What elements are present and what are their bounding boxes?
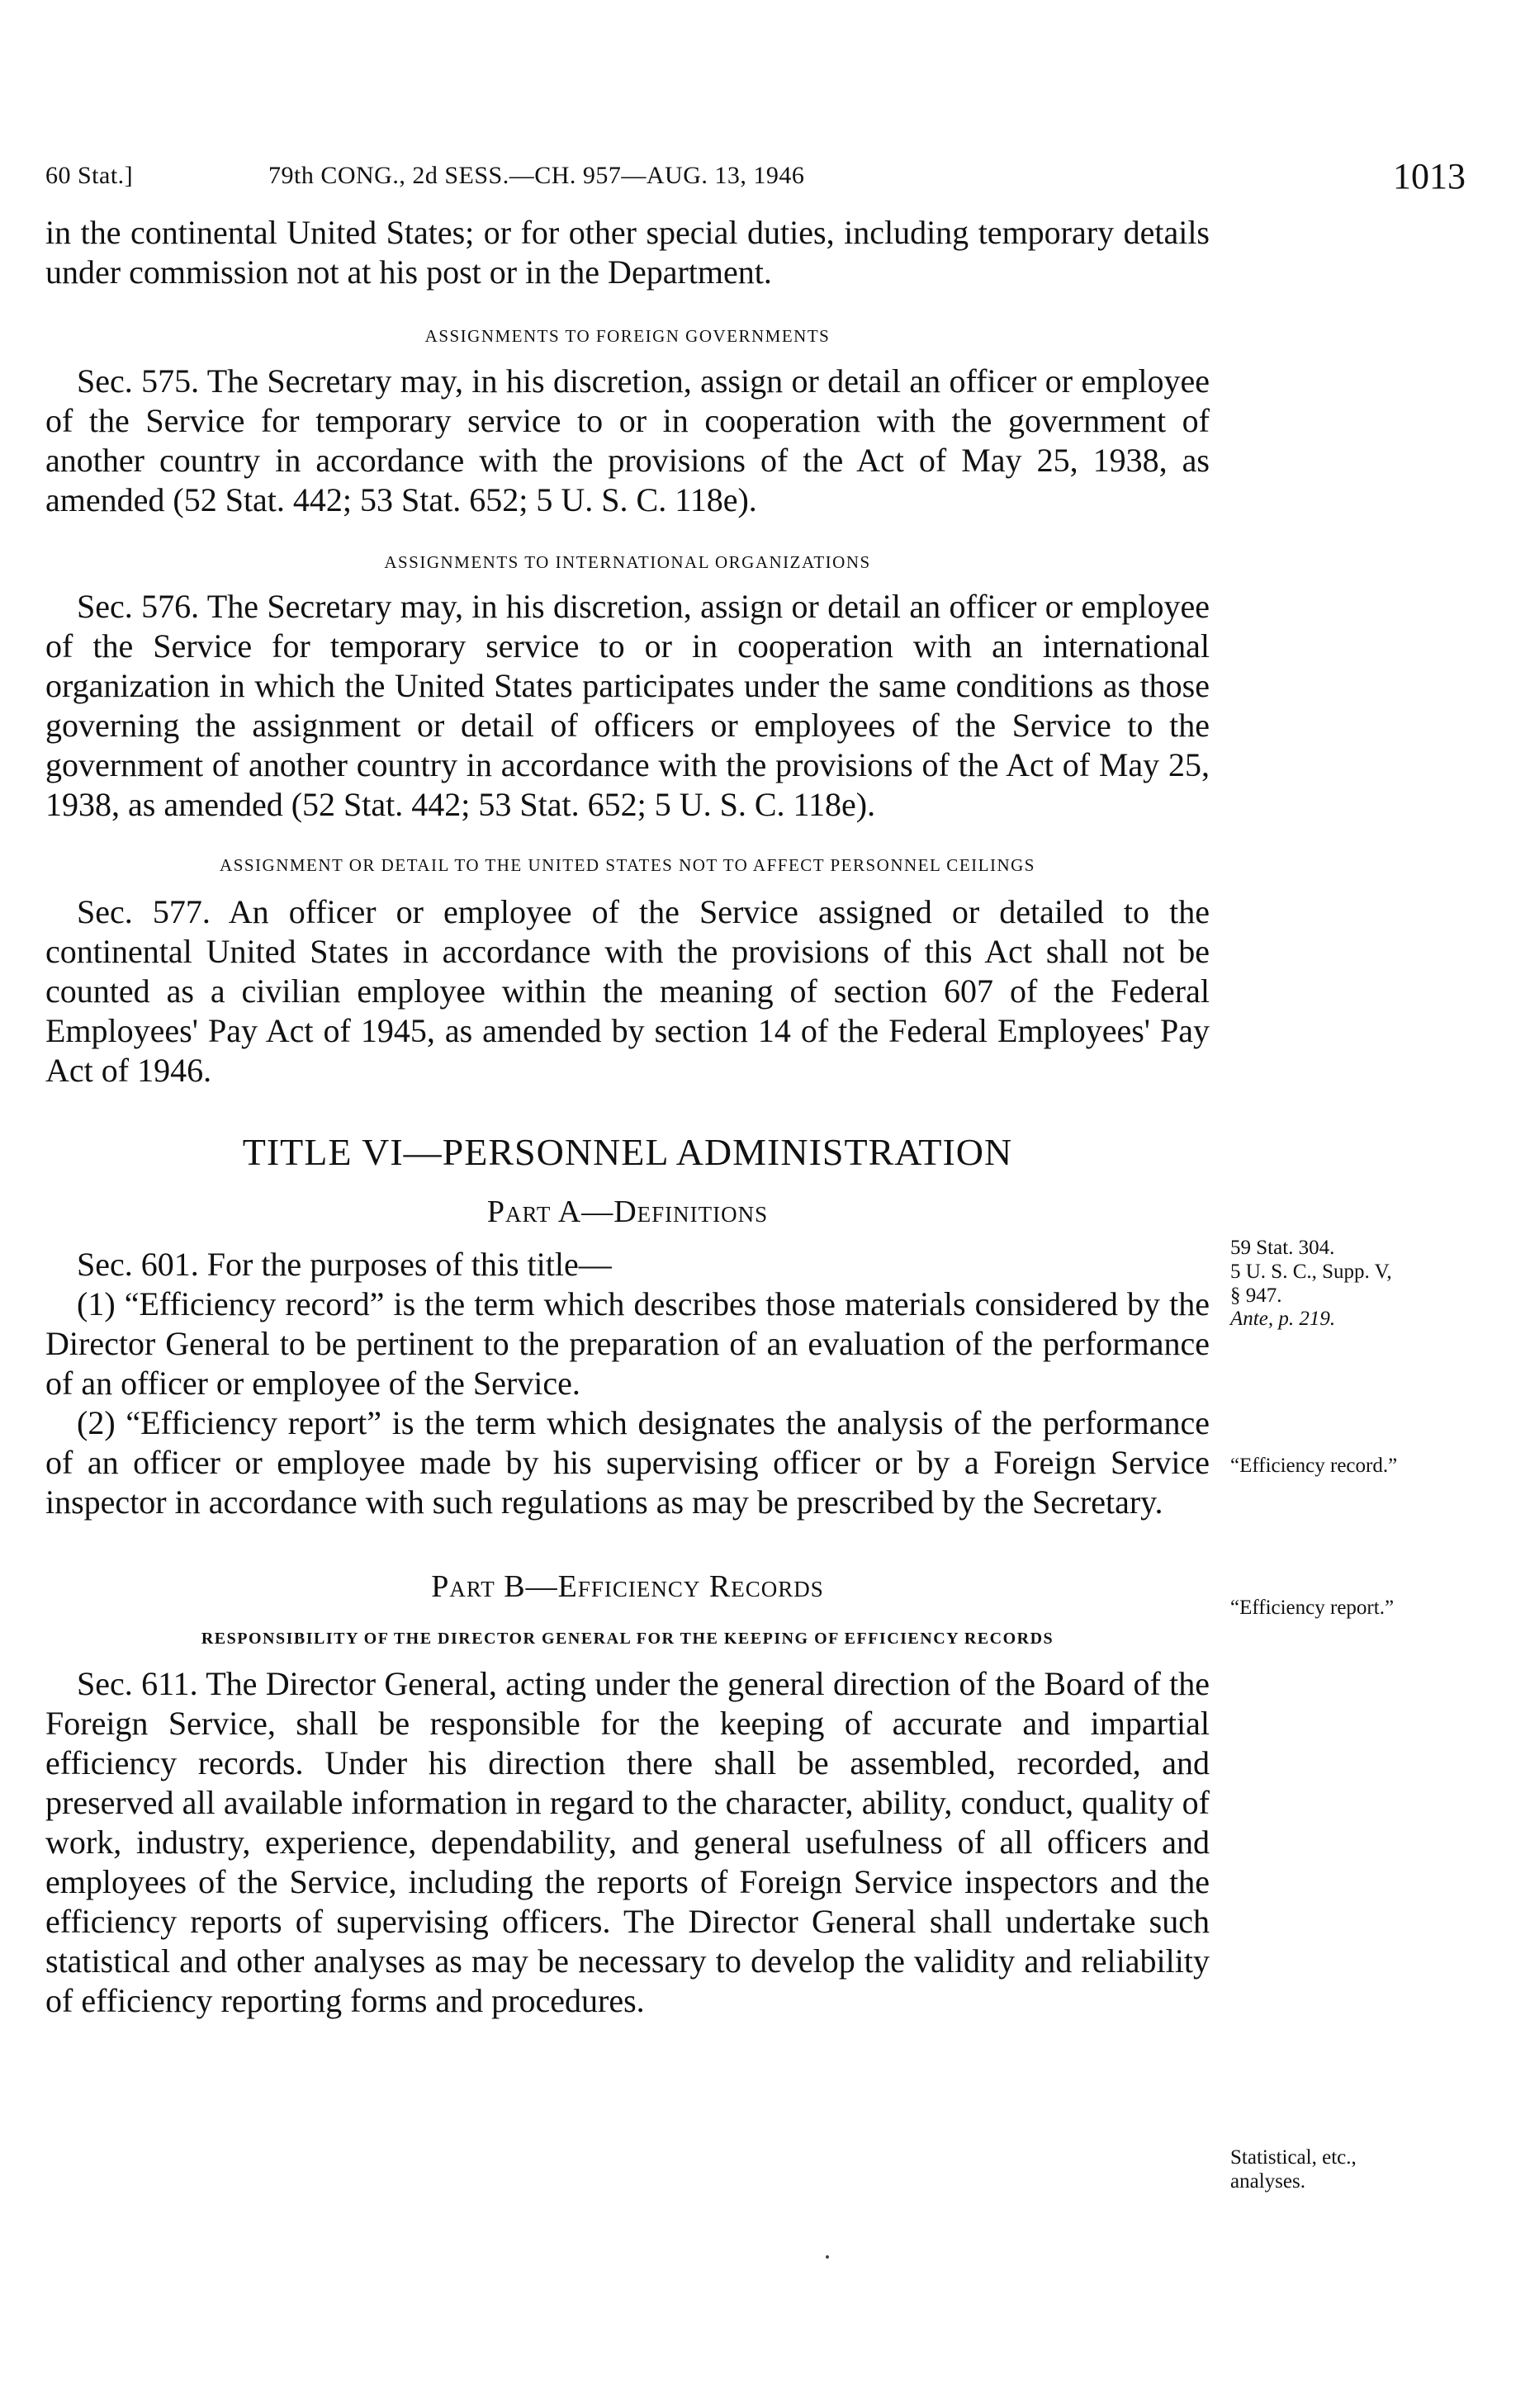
margin-note-efficiency-report: “Efficiency report.” (1230, 1597, 1395, 1619)
margin-note-efficiency-record: “Efficiency record.” (1230, 1455, 1398, 1477)
page-number: 1013 (1393, 156, 1466, 196)
sec575-heading: ASSIGNMENTS TO FOREIGN GOVERNMENTS (424, 326, 831, 346)
part-b-heading: Part B—Efficiency Records (431, 1568, 824, 1604)
sec577-heading: ASSIGNMENT OR DETAIL TO THE UNITED STATES NOT TO AFFECT PERSONNEL CEILINGS (220, 855, 1035, 875)
sec576-text: Sec. 576. The Secretary may, in his discretion, assign or detail an officer or employee of the Service for temporary service to or in cooperation with an international organization in which the United States participates under the same conditions as those governing the assignment or detail of officers or employees of the Service to the government of another country in accordance with the provisions of the Act of May 25, 1938, as amended (52 Stat. 442; 53 Stat. 652; 5 U. S. C. 118e). (45, 588, 1210, 823)
sec601-item-1: (1) “Efficiency record” is the term which describes those materials considered by the Director General to be pertinent to the preparation of an evaluation of the performance of an officer or employee of the Service. (45, 1284, 1210, 1402)
sec601-intro: Sec. 601. For the purposes of this title— (77, 1245, 612, 1283)
margin-note-citation (1230, 1237, 1392, 1332)
sec601-item-2: (2) “Efficiency report” is the term which designates the analysis of the performance of an officer or employee made by his supervising officer or by a Foreign Service inspector in accordance with such regulations as may be prescribed by the Secretary. (45, 1403, 1210, 1521)
citation-line: § 947. (1230, 1284, 1282, 1307)
sec611-text: Sec. 611. The Director General, acting under the general direction of the Board of the Foreign Service, shall be responsible for the keeping of accurate and impartial efficiency records. Under his direction there shall be assembled, recorded, and preserved all available information in regard to the character, ability, conduct, quality of work, industry, experience, dependability, and general usefulness of all officers and employees of the Service, including the reports of Foreign Service inspectors and the efficiency reports of supervising officers. The Director General shall undertake such statistical and other analyses as may be necessary to develop the validity and reliability of efficiency reporting forms and procedures. (45, 1664, 1210, 2019)
intro-paragraph: in the continental United States; or for other special duties, including temporary details under commission not at his post or in the Department. (45, 214, 1210, 291)
title-vi-heading: TITLE VI—PERSONNEL ADMINISTRATION (242, 1130, 1013, 1173)
volume-reference: 60 Stat.] (45, 162, 134, 189)
session-reference: 79th CONG., 2d SESS.—CH. 957—AUG. 13, 1946 (268, 162, 805, 189)
page-header (45, 156, 1466, 203)
page-mark (826, 2255, 829, 2259)
part-a-heading: Part A—Definitions (486, 1194, 769, 1229)
sec576-heading: ASSIGNMENTS TO INTERNATIONAL ORGANIZATIONS (384, 551, 871, 572)
margin-note-statistical (1230, 2146, 1357, 2194)
main-text-column (45, 213, 1210, 2021)
sec575-text: Sec. 575. The Secretary may, in his discretion, assign or detail an officer or employee of the Service for temporary service to or in cooperation with the government of another country in accordance with the provisions of the Act of May 25, 1938, as amended (52 Stat. 442; 53 Stat. 652; 5 U. S. C. 118e). (45, 362, 1210, 518)
sec611-heading: RESPONSIBILITY OF THE DIRECTOR GENERAL FOR THE KEEPING OF EFFICIENCY RECORDS (201, 1629, 1054, 1648)
statistical-line: analyses. (1230, 2169, 1305, 2193)
citation-line: 5 U. S. C., Supp. V, (1230, 1260, 1392, 1283)
citation-line: 59 Stat. 304. (1230, 1237, 1335, 1259)
citation-line: Ante, p. 219. (1230, 1308, 1336, 1331)
statistical-line: Statistical, etc., (1230, 2146, 1357, 2169)
sec577-text: Sec. 577. An officer or employee of the Service assigned or detailed to the continental United States in accordance with the provisions of this Act shall not be counted as a civilian employee within the meaning of section 607 of the Federal Employees' Pay Act of 1945, as amended by section 14 of the Federal Employees' Pay Act of 1946. (45, 892, 1210, 1089)
